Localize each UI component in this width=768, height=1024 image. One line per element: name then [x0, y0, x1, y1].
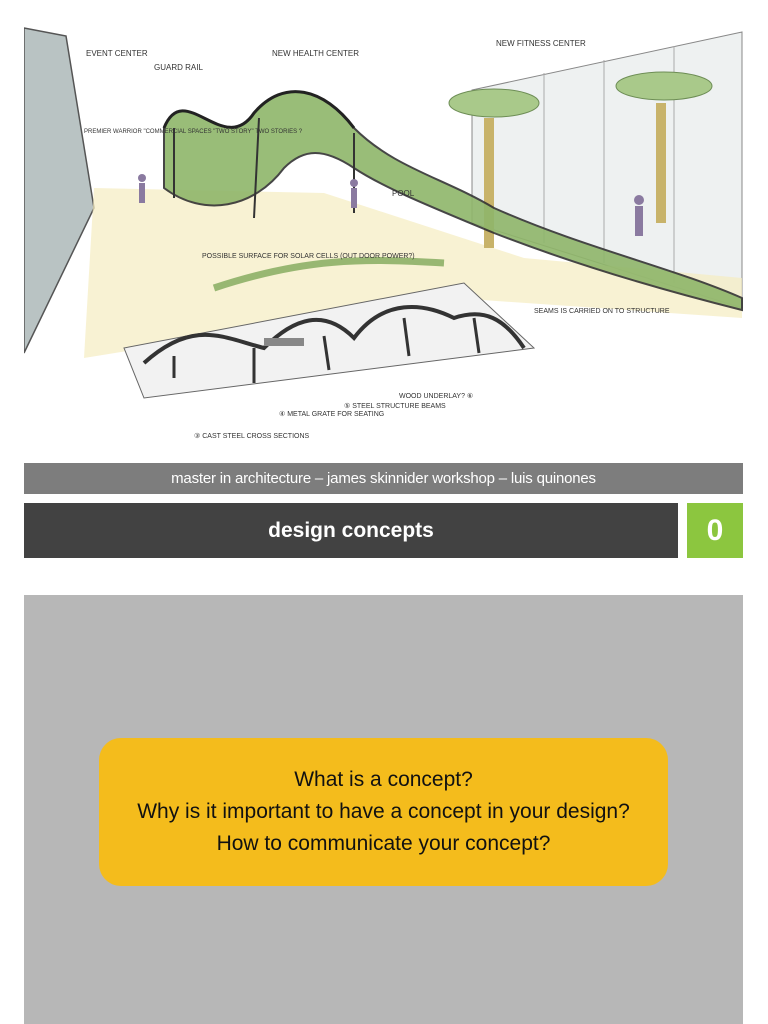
question-item: What is a concept?: [294, 768, 473, 791]
label-surface: POSSIBLE SURFACE FOR SOLAR CELLS (OUT DOOR POWER?): [202, 253, 415, 260]
label-carried: SEAMS IS CARRIED ON TO STRUCTURE: [534, 308, 670, 315]
page-number: 0: [706, 513, 724, 547]
subtitle-text: master in architecture – james skinnider workshop – luis quinones: [171, 470, 596, 487]
page-title: design concepts: [268, 518, 434, 542]
label-commercial: PREMIER WARRIOR "COMMERCIAL SPACES "TWO STORY" TWO STORIES ?: [84, 129, 303, 135]
sketch-drawing: [24, 18, 744, 458]
label-guard-rail: GUARD RAIL: [154, 63, 203, 72]
label-steel-structure: ⑤ STEEL STRUCTURE BEAMS: [344, 403, 446, 410]
label-event-center: EVENT CENTER: [86, 49, 148, 58]
subtitle-bar: [24, 463, 743, 494]
label-new-health-center: NEW HEALTH CENTER: [272, 49, 359, 58]
question-item: How to communicate your concept?: [216, 832, 551, 855]
question-box: [99, 738, 668, 886]
page-number-badge: [687, 503, 743, 558]
label-new-fitness-center: NEW FITNESS CENTER: [496, 39, 586, 48]
label-cast-steel: ③ CAST STEEL CROSS SECTIONS: [194, 433, 310, 440]
left-wall-shape: [24, 28, 94, 353]
title-bar: [24, 503, 678, 558]
content-panel: [24, 595, 743, 1024]
label-pool: POOL: [392, 189, 415, 198]
question-item: Why is it important to have a concept in your design?: [137, 800, 630, 823]
architecture-sketch: [24, 18, 744, 458]
label-wood-underlay: WOOD UNDERLAY? ⑥: [399, 393, 474, 400]
label-metal-grate: ④ METAL GRATE FOR SEATING: [279, 411, 385, 418]
